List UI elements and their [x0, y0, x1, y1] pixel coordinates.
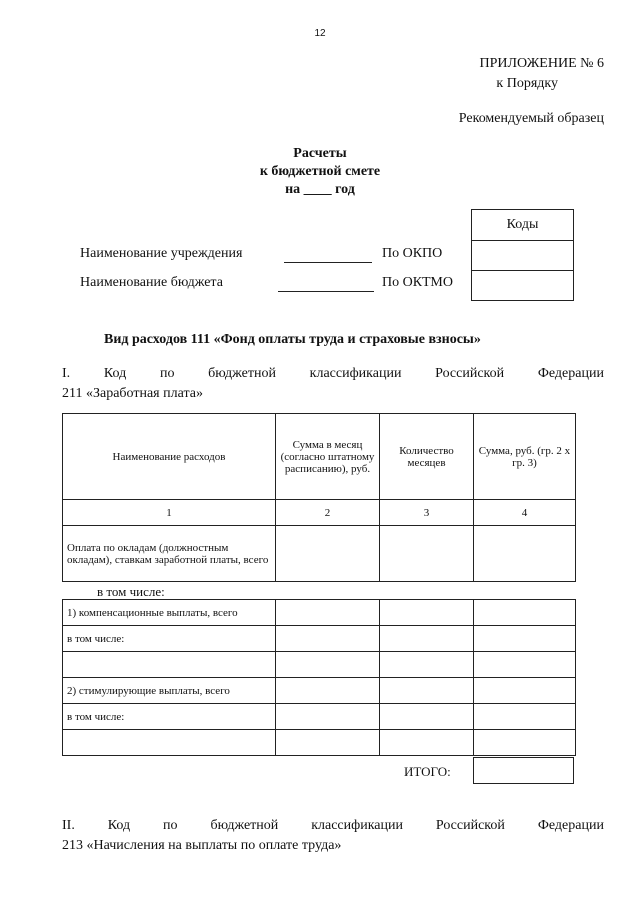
budget-field[interactable]	[278, 275, 374, 292]
section-1-word: Российской	[435, 366, 505, 381]
table-cell[interactable]	[380, 652, 474, 678]
column-number: 4	[474, 500, 576, 526]
column-number: 1	[63, 500, 276, 526]
document-title: Расчеты	[293, 146, 347, 161]
table-cell[interactable]	[380, 704, 474, 730]
row-label-compensation: 1) компенсационные выплаты, всего	[63, 600, 276, 626]
table-row	[63, 526, 576, 582]
row-label-salary: Оплата по окладам (должностным окладам), ставкам заработной платы, всего	[63, 526, 276, 582]
table-cell[interactable]	[380, 730, 474, 756]
header-cell-name: Наименование расходов	[63, 414, 276, 500]
okpo-code-cell[interactable]	[472, 240, 573, 270]
okpo-label: По ОКПО	[382, 246, 443, 261]
document-subtitle: к бюджетной смете	[259, 164, 381, 179]
budget-label: Наименование бюджета	[80, 275, 223, 290]
row-label-in-that-number: в том числе:	[63, 704, 276, 730]
section-2-paragraph	[62, 816, 604, 856]
recommended-sample-note: Рекомендуемый образец	[458, 111, 604, 126]
main-expense-table	[62, 413, 576, 582]
table-cell[interactable]	[276, 652, 380, 678]
table-cell[interactable]	[276, 626, 380, 652]
table-cell[interactable]	[380, 600, 474, 626]
section-1-paragraph	[62, 364, 604, 404]
row-label-incentive: 2) стимулирующие выплаты, всего	[63, 678, 276, 704]
section-1-word: Код	[103, 366, 127, 381]
table-cell[interactable]	[474, 704, 576, 730]
table-cell[interactable]	[276, 730, 380, 756]
section-1-word: бюджетной	[208, 366, 276, 381]
table-cell[interactable]	[276, 678, 380, 704]
section-2-word: Российской	[435, 818, 505, 833]
header-cell-months-count: Количество месяцев	[380, 414, 474, 500]
section-2-numeral: II.	[62, 818, 75, 833]
oktmo-code-cell[interactable]	[472, 270, 573, 300]
table-cell[interactable]	[474, 626, 576, 652]
section-2-line-1	[62, 816, 604, 836]
table-cell[interactable]	[276, 526, 380, 582]
section-1-line-1	[62, 364, 604, 384]
in-that-number-label: в том числе:	[97, 584, 165, 599]
section-1-line-2: 211 «Заработная плата»	[62, 386, 203, 401]
document-year-line: на ____ год	[285, 182, 355, 197]
section-1-word: классификации	[309, 366, 402, 381]
section-2-word: Код	[107, 818, 131, 833]
page-number: 12	[314, 28, 326, 39]
appendix-title: ПРИЛОЖЕНИЕ № 6	[479, 56, 604, 71]
table-cell[interactable]	[474, 652, 576, 678]
table-cell[interactable]	[474, 526, 576, 582]
table-row	[63, 626, 576, 652]
table-cell[interactable]	[276, 600, 380, 626]
table-row	[63, 678, 576, 704]
row-label-empty[interactable]	[63, 652, 276, 678]
codes-box	[471, 209, 574, 301]
expense-type-heading: Вид расходов 111 «Фонд оплаты труда и страховые взносы»	[104, 332, 481, 347]
codes-header: Коды	[506, 217, 539, 232]
oktmo-label: По ОКТМО	[382, 275, 453, 290]
table-cell[interactable]	[474, 600, 576, 626]
section-1-word: по	[159, 366, 175, 381]
table-row	[63, 730, 576, 756]
section-1-word: Федерации	[537, 366, 604, 381]
table-row	[63, 600, 576, 626]
table-cell[interactable]	[380, 526, 474, 582]
header-cell-total-sum: Сумма, руб. (гр. 2 х гр. 3)	[474, 414, 576, 500]
table-cell[interactable]	[276, 704, 380, 730]
section-2-word: Федерации	[537, 818, 604, 833]
section-2-line-2: 213 «Начисления на выплаты по оплате труда»	[62, 838, 342, 853]
table-row	[63, 704, 576, 730]
section-1-numeral: I.	[62, 366, 71, 381]
section-2-word: бюджетной	[210, 818, 279, 833]
total-label: ИТОГО:	[404, 764, 451, 779]
institution-label: Наименование учреждения	[80, 246, 243, 261]
total-value-cell[interactable]	[473, 757, 574, 784]
table-cell[interactable]	[380, 626, 474, 652]
appendix-subtitle: к Порядку	[496, 76, 558, 91]
section-2-word: по	[163, 818, 178, 833]
section-2-word: классификации	[311, 818, 403, 833]
column-number: 3	[380, 500, 474, 526]
column-number: 2	[276, 500, 380, 526]
row-label-in-that-number: в том числе:	[63, 626, 276, 652]
table-row	[63, 652, 576, 678]
institution-field[interactable]	[284, 246, 372, 263]
sub-expense-table	[62, 599, 576, 756]
table-cell[interactable]	[474, 678, 576, 704]
table-cell[interactable]	[380, 678, 474, 704]
row-label-empty[interactable]	[63, 730, 276, 756]
table-cell[interactable]	[474, 730, 576, 756]
table-header-row	[63, 414, 576, 500]
header-cell-monthly-sum: Сумма в месяц (согласно штатному расписанию), руб.	[276, 414, 380, 500]
table-column-number-row	[63, 500, 576, 526]
